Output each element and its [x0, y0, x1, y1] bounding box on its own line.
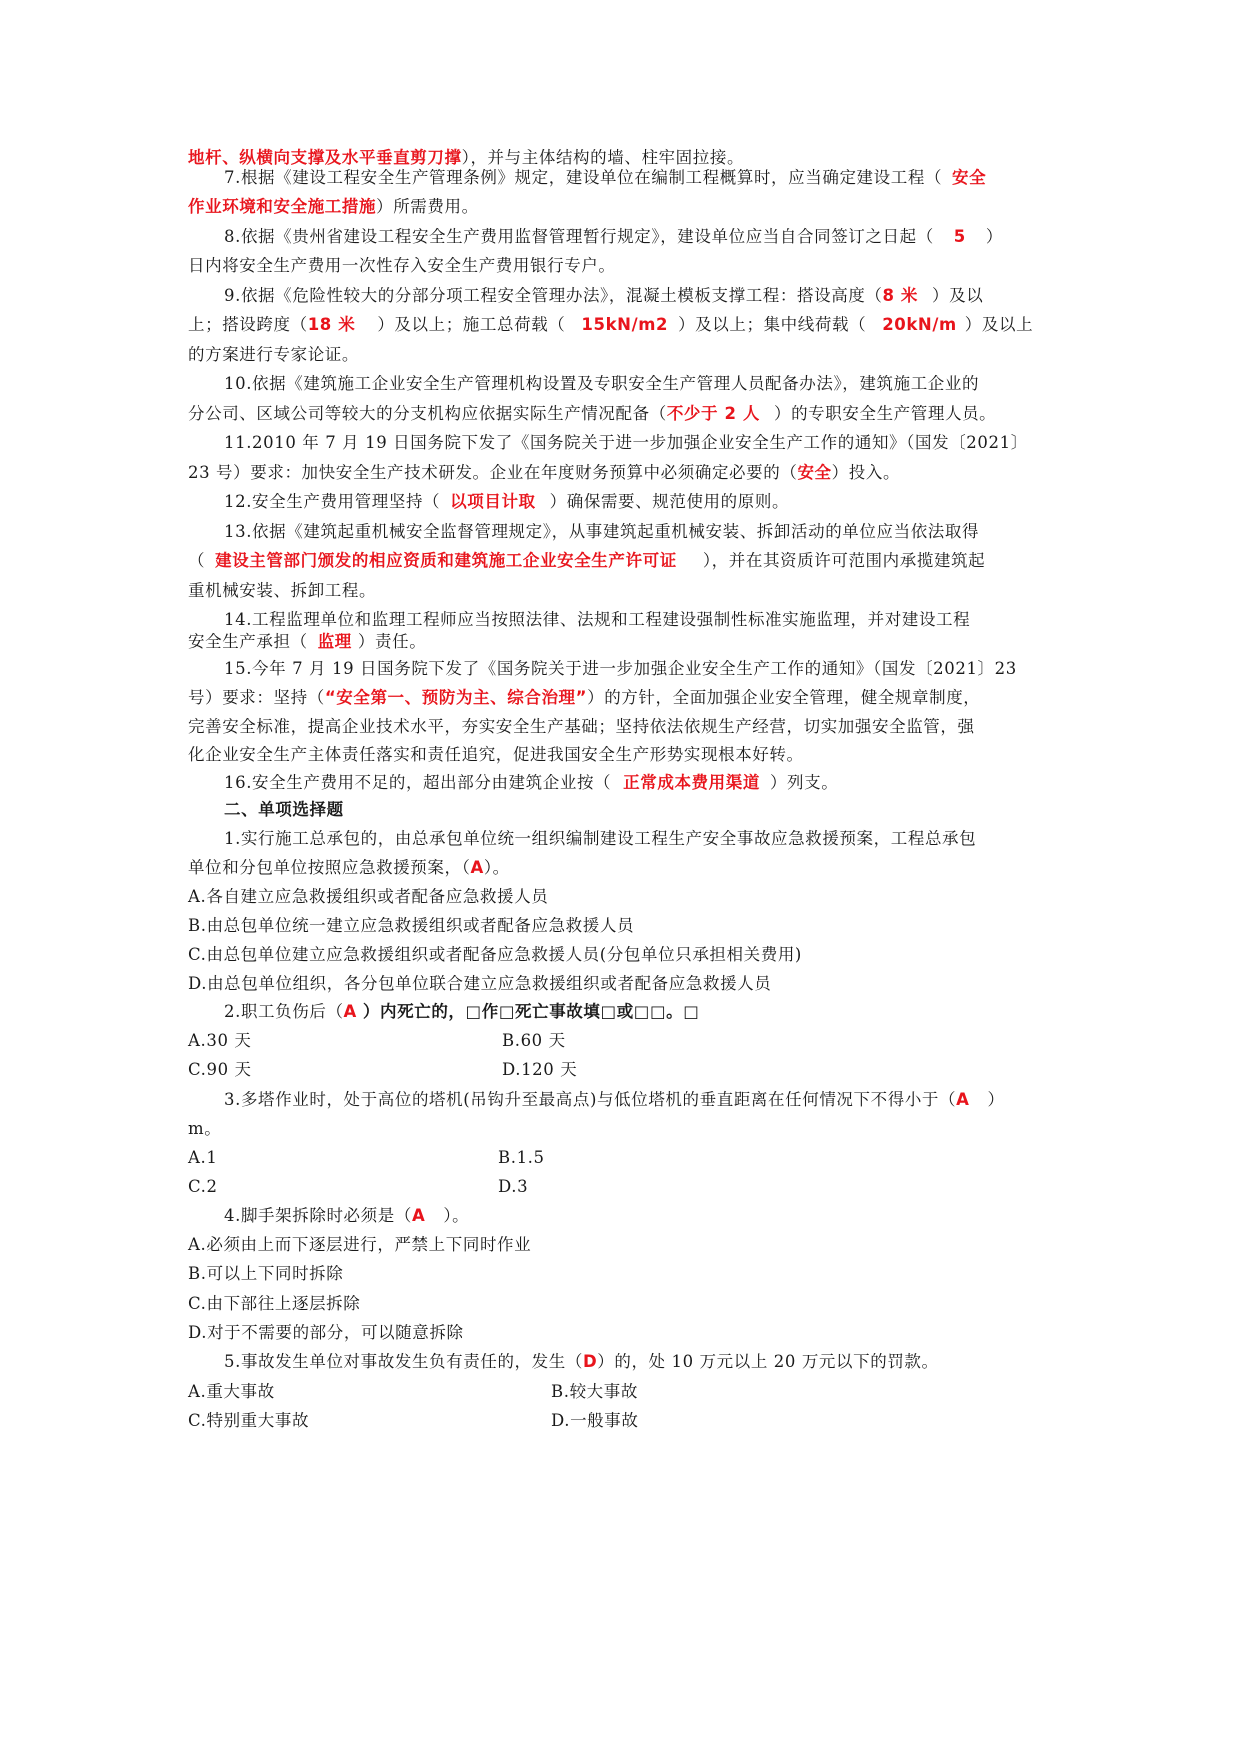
answer-text: A	[343, 1002, 357, 1021]
answer-text: 安全	[797, 463, 832, 482]
option: B.由总包单位统一建立应急救援组织或者配备应急救援人员	[188, 916, 635, 935]
option: D.3	[498, 1177, 529, 1196]
option: B.60 天	[502, 1031, 566, 1050]
question-10: 10.依据《建筑施工企业安全生产管理机构设置及专职安全生产管理人员配备办法》，建筑施工企业的	[224, 374, 980, 393]
option: D.一般事故	[551, 1411, 639, 1430]
answer-text: A	[411, 1206, 426, 1225]
option: B.1.5	[498, 1148, 545, 1167]
answer-text: 20kN/m	[882, 315, 957, 334]
text-line: m。	[188, 1119, 222, 1138]
text-line: 23 号）要求：加快安全生产技术研发。企业在年度财务预算中必须确定必要的（安全）投入。	[188, 463, 901, 482]
text-line: 安全生产承担（ 监理 ）责任。	[188, 632, 427, 651]
mc-question-1: 1.实行施工总承包的，由总承包单位统一组织编制建设工程生产安全事故应急救援预案，工程总承包	[224, 829, 977, 848]
answer-text: A	[956, 1090, 970, 1109]
text-line: 化企业安全生产主体责任落实和责任追究，促进我国安全生产形势实现根本好转。	[188, 745, 804, 764]
text-line: （ 建设主管部门颁发的相应资质和建筑施工企业安全生产许可证 ），并在其资质许可范围内承揽建筑起	[188, 551, 986, 570]
answer-text: A	[470, 858, 484, 877]
mc-question-3: 3.多塔作业时，处于高位的塔机(吊钩升至最高点)与低位塔机的垂直距离在任何情况下不得小于（A ）	[224, 1090, 1005, 1109]
question-13: 13.依据《建筑起重机械安全监督管理规定》，从事建筑起重机械安装、拆卸活动的单位应当依法取得	[224, 522, 980, 541]
text-line: 上；搭设跨度（18 米 ）及以上；施工总荷载（ 15kN/m2 ）及以上；集中线荷载（ 20kN/m ）及以上	[188, 315, 1034, 334]
option: C.由下部往上逐层拆除	[188, 1294, 361, 1313]
option: A.各自建立应急救援组织或者配备应急救援人员	[188, 887, 549, 906]
option: C.90 天	[188, 1060, 252, 1079]
text-line: 完善安全标准，提高企业技术水平，夯实安全生产基础；坚持依法依规生产经营，切实加强安全监管，强	[188, 717, 975, 736]
answer-text: 地杆、纵横向支撑及水平垂直剪刀撑	[188, 148, 462, 167]
question-7: 7.根据《建设工程安全生产管理条例》规定，建设单位在编制工程概算时，应当确定建设工程（ 安全	[224, 168, 987, 187]
option: C.特别重大事故	[188, 1411, 310, 1430]
mc-question-2: 2.职工负伤后（A ）内死亡的，□作□死亡事故填□或□□。□	[224, 1002, 700, 1021]
answer-text: 以项目计取	[450, 492, 536, 511]
option: A.30 天	[188, 1031, 252, 1050]
text-line: 号）要求：坚持（“安全第一、预防为主、综合治理”）的方针，全面加强企业安全管理，健全规章制度，	[188, 688, 981, 707]
option: C.2	[188, 1177, 218, 1196]
mc-question-4: 4.脚手架拆除时必须是（A ）。	[224, 1206, 470, 1225]
question-8: 8.依据《贵州省建设工程安全生产费用监督管理暂行规定》，建设单位应当自合同签订之日起（ 5 ）	[224, 227, 1003, 246]
question-9: 9.依据《危险性较大的分部分项工程安全管理办法》，混凝土模板支撑工程：搭设高度（8 米 ）及以	[224, 286, 984, 305]
text-line: 单位和分包单位按照应急救援预案，（A）。	[188, 858, 510, 877]
question-14: 14.工程监理单位和监理工程师应当按照法律、法规和工程建设强制性标准实施监理，并对建设工程	[224, 610, 971, 629]
text-line: 分公司、区域公司等较大的分支机构应依据实际生产情况配备（不少于 2 人 ）的专职安全生产管理人员。	[188, 404, 997, 423]
answer-text: 作业环境和安全施工措施	[188, 197, 377, 216]
answer-text: 18 米	[307, 315, 356, 334]
option: A.重大事故	[188, 1382, 275, 1401]
option: D.120 天	[502, 1060, 578, 1079]
section-heading: 二、单项选择题	[224, 800, 344, 819]
option: D.对于不需要的部分，可以随意拆除	[188, 1323, 464, 1342]
option: C.由总包单位建立应急救援组织或者配备应急救援人员(分包单位只承担相关费用)	[188, 945, 802, 964]
text-line: 的方案进行专家论证。	[188, 345, 359, 364]
question-12: 12.安全生产费用管理坚持（ 以项目计取 ）确保需要、规范使用的原则。	[224, 492, 790, 511]
mc-question-5: 5.事故发生单位对事故发生负有责任的，发生（D）的，处 10 万元以上 20 万元以下的罚款。	[224, 1352, 939, 1371]
answer-text: 正常成本费用渠道	[623, 773, 760, 792]
answer-text: 15kN/m2	[581, 315, 669, 334]
option: D.由总包单位组织，各分包单位联合建立应急救援组织或者配备应急救援人员	[188, 974, 772, 993]
text-line: 重机械安装、拆卸工程。	[188, 581, 377, 600]
text-line: 日内将安全生产费用一次性存入安全生产费用银行专户。	[188, 256, 616, 275]
question-11: 11.2010 年 7 月 19 日国务院下发了《国务院关于进一步加强企业安全生产工作的通知》（国发〔2021〕	[224, 433, 1028, 452]
answer-text: 安全	[952, 168, 987, 187]
option: B.较大事故	[551, 1382, 638, 1401]
answer-text: “安全第一、预防为主、综合治理”	[324, 688, 588, 707]
option: A.1	[188, 1148, 218, 1167]
answer-text: D	[582, 1352, 598, 1371]
answer-text: 建设主管部门颁发的相应资质和建筑施工企业安全生产许可证	[215, 551, 677, 570]
answer-text: 不少于 2 人	[666, 404, 760, 423]
option: A.必须由上而下逐层进行，严禁上下同时作业	[188, 1235, 532, 1254]
answer-text: 8 米	[882, 286, 919, 305]
question-15: 15.今年 7 月 19 日国务院下发了《国务院关于进一步加强企业安全生产工作的通知》（国发〔2021〕23	[224, 659, 1017, 678]
option: B.可以上下同时拆除	[188, 1264, 344, 1283]
answer-text: 监理	[317, 632, 352, 651]
text-line: 作业环境和安全施工措施）所需费用。	[188, 197, 479, 216]
answer-text: 5	[953, 227, 966, 246]
question-16: 16.安全生产费用不足的，超出部分由建筑企业按（ 正常成本费用渠道 ）列支。	[224, 773, 839, 792]
text-line: 地杆、纵横向支撑及水平垂直剪刀撑），并与主体结构的墙、柱牢固拉接。	[188, 148, 745, 167]
